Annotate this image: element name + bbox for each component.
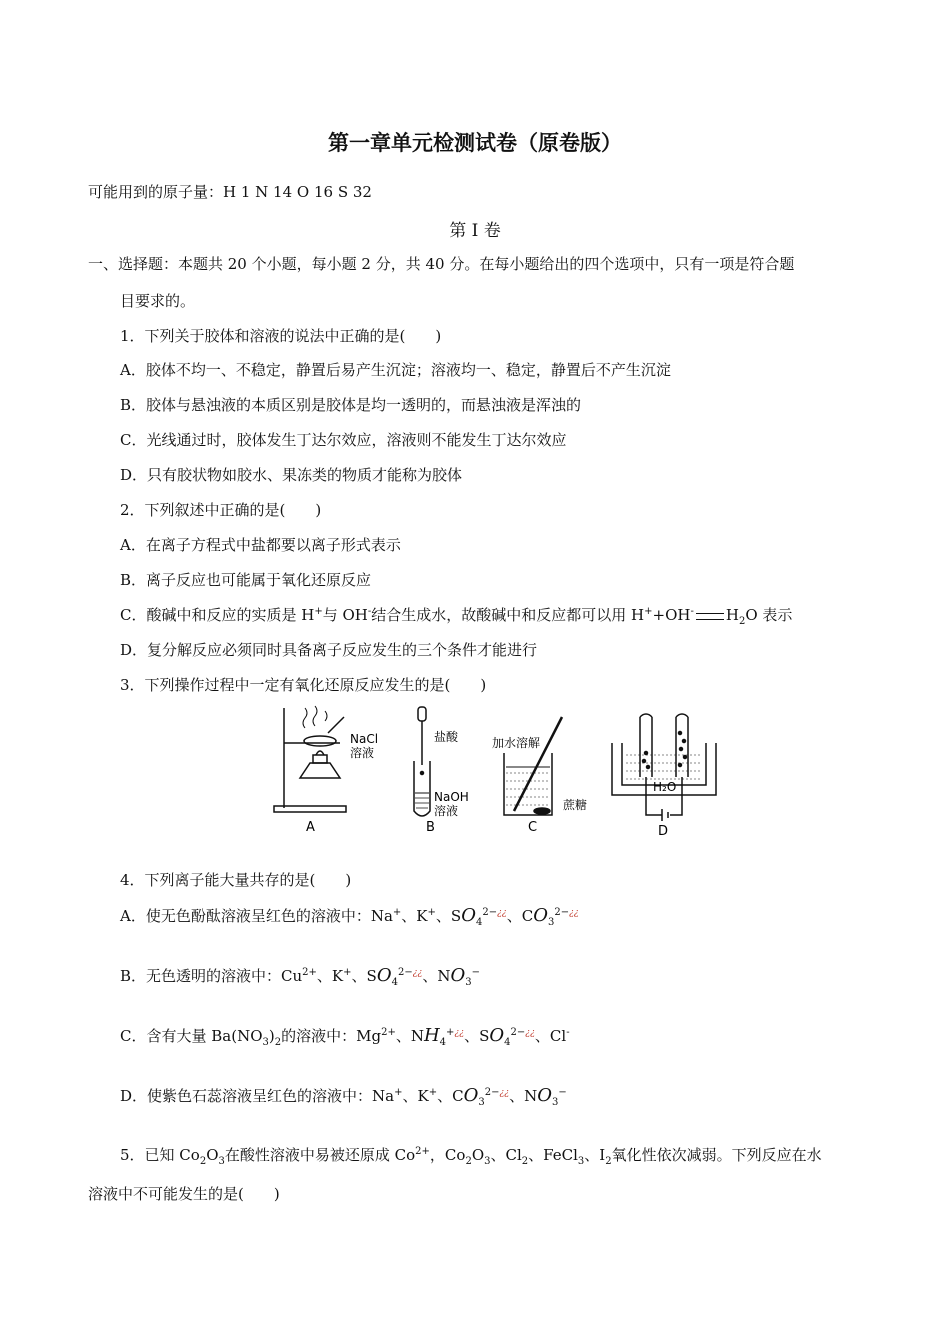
- figure-label-c: C: [528, 820, 538, 835]
- q4-stem: 4．下列离子能大量共存的是( ): [120, 871, 352, 889]
- q1-option-b: B．胶体与悬浊液的本质区别是胶体是均一透明的，而悬浊液是浑浊的: [120, 396, 582, 414]
- q5-line-2: 溶液中不可能发生的是( ): [88, 1185, 280, 1203]
- q2-option-c: C．酸碱中和反应的实质是 H+与 OH-结合生成水，故酸碱中和反应都可以用 H++OH- $H_2O$ 表示: [120, 606, 793, 627]
- figure-label-b: B: [426, 820, 435, 835]
- q3-stem: 3．下列操作过程中一定有氧化还原反应发生的是( ): [120, 676, 487, 694]
- q1-stem: 1．下列关于胶体和溶液的说法中正确的是( ): [120, 327, 442, 345]
- q4-option-a: A．使无色酚酞溶液呈红色的溶液中：Na+、K+、$SO_4^{2-¿¿}$、$CO_3^{2-¿¿}$: [120, 905, 579, 928]
- naoh-label-1: NaOH: [434, 790, 469, 804]
- q2-option-b: B．离子反应也可能属于氧化还原反应: [120, 571, 372, 589]
- figure-label-a: A: [306, 820, 315, 835]
- q4-option-b: B．无色透明的溶液中：$Cu^{2+}$、K+、$SO_4^{2-¿¿}$、$NO_3^-$: [120, 965, 481, 988]
- q4-option-d: D．使紫色石蕊溶液呈红色的溶液中：Na+、K+、$CO_3^{2-¿¿}$、$NO_3^-$: [120, 1085, 567, 1108]
- apparatus-b: [414, 707, 430, 816]
- q2-option-a: A．在离子方程式中盐都要以离子形式表示: [120, 536, 401, 554]
- apparatus-a: [274, 706, 346, 812]
- q1-option-c: C．光线通过时，胶体发生丁达尔效应，溶液则不能发生丁达尔效应: [120, 431, 567, 449]
- page-title: 第一章单元检测试卷（原卷版）: [328, 131, 622, 155]
- naoh-label-2: 溶液: [434, 804, 459, 818]
- water-label: H₂O: [653, 780, 677, 794]
- nacl-label-1: NaCl: [350, 732, 379, 746]
- water-dissolve-label: 加水溶解: [492, 736, 541, 750]
- q2-option-d: D．复分解反应必须同时具备离子反应发生的三个条件才能进行: [120, 641, 538, 659]
- section-instructions-1: 一、选择题：本题共 20 个小题，每小题 2 分，共 40 分。在每小题给出的四个选项中，只有一项是符合题: [88, 255, 795, 273]
- volume-heading: 第 I 卷: [449, 221, 501, 241]
- q1-option-d: D．只有胶状物如胶水、果冻类的物质才能称为胶体: [120, 466, 463, 484]
- hcl-label: 盐酸: [434, 730, 459, 744]
- equals-sign: [696, 613, 724, 620]
- section-instructions-2: 目要求的。: [120, 292, 196, 310]
- apparatus-c: [504, 717, 562, 815]
- nacl-label-2: 溶液: [350, 746, 375, 760]
- q3-apparatus-figure: [270, 703, 730, 838]
- sucrose-label: 蔗糖: [563, 798, 588, 812]
- figure-label-d: D: [658, 824, 669, 838]
- q1-option-a: A．胶体不均一、不稳定，静置后易产生沉淀；溶液均一、稳定，静置后不产生沉淀: [120, 361, 671, 379]
- q2-stem: 2．下列叙述中正确的是( ): [120, 501, 322, 519]
- apparatus-d: [612, 714, 716, 821]
- atomic-mass-line: 可能用到的原子量：H 1 N 14 O 16 S 32: [88, 183, 372, 201]
- q4-option-c: C．含有大量 $Ba(NO_3)_2$的溶液中：$Mg^{2+}$、$NH_4^{+¿¿}$、$SO_4^{2-¿¿}$、Cl-: [120, 1025, 570, 1048]
- q5-line-1: 5．已知 $Co_2O_3$在酸性溶液中易被还原成 $Co^{2+}$，$Co_2O_3$、$Cl_2$、FeCl$_3$、$I_2$氧化性依次减弱。下列反应在水: [120, 1146, 822, 1167]
